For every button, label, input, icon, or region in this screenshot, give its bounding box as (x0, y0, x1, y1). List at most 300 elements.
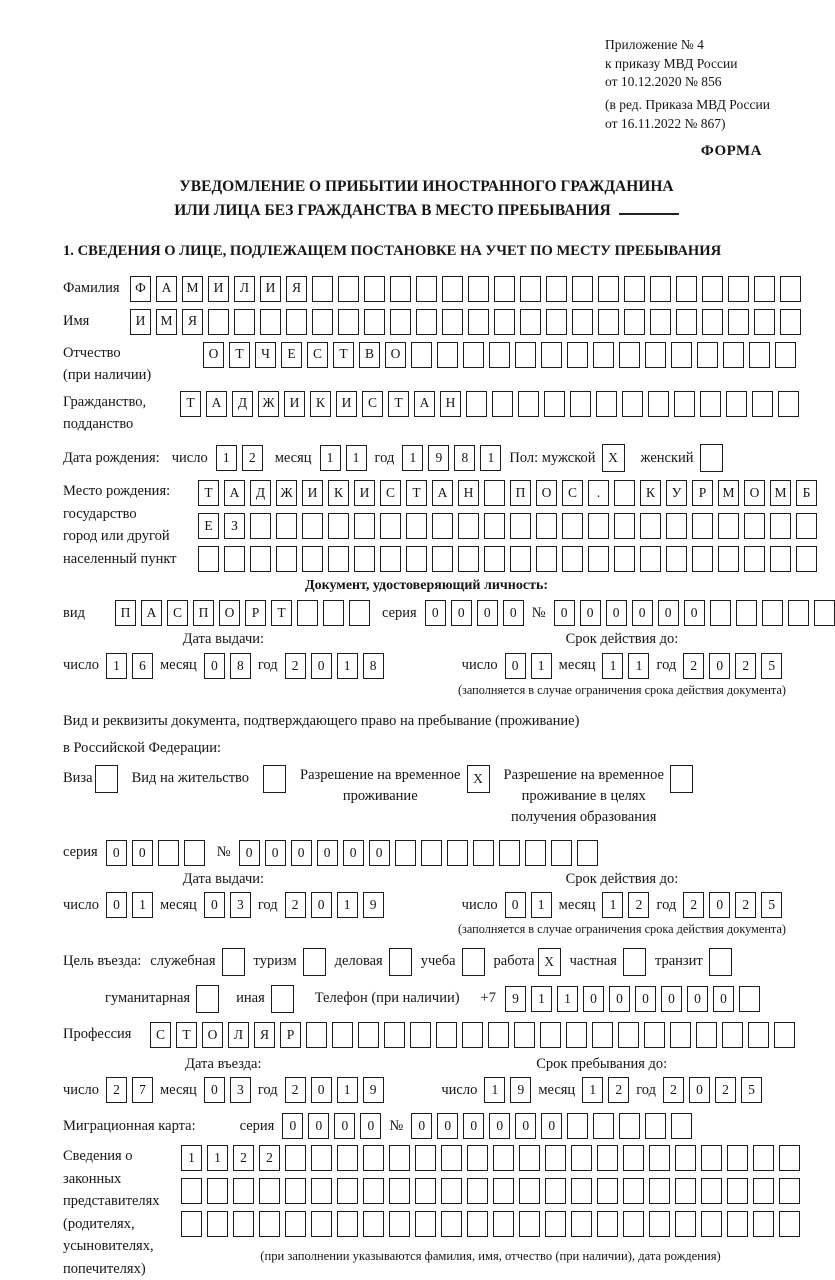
char-cell[interactable] (518, 391, 539, 417)
char-cell[interactable]: 0 (106, 892, 127, 918)
char-cell[interactable]: 3 (230, 1077, 251, 1103)
char-cell[interactable]: 1 (181, 1145, 202, 1171)
char-cell[interactable] (467, 1178, 488, 1204)
char-cell[interactable]: А (206, 391, 227, 417)
char-cell[interactable]: 2 (715, 1077, 736, 1103)
char-cell[interactable]: А (414, 391, 435, 417)
char-cell[interactable] (753, 1145, 774, 1171)
char-cell[interactable]: 1 (402, 445, 423, 471)
char-cell[interactable]: 0 (606, 600, 627, 626)
char-cell[interactable] (354, 546, 375, 572)
char-cell[interactable] (458, 546, 479, 572)
char-cell[interactable] (780, 309, 801, 335)
char-cell[interactable]: 0 (635, 986, 656, 1012)
char-cell[interactable] (571, 1211, 592, 1237)
char-cell[interactable] (493, 1178, 514, 1204)
char-cell[interactable]: 5 (761, 892, 782, 918)
char-cell[interactable] (739, 986, 760, 1012)
char-cell[interactable] (207, 1211, 228, 1237)
char-cell[interactable] (567, 1113, 588, 1139)
char-cell[interactable] (285, 1145, 306, 1171)
char-cell[interactable]: 2 (285, 653, 306, 679)
char-cell[interactable] (754, 276, 775, 302)
char-cell[interactable] (250, 513, 271, 539)
char-cell[interactable]: Ч (255, 342, 276, 368)
char-cell[interactable]: 0 (311, 653, 332, 679)
char-cell[interactable] (463, 342, 484, 368)
char-cell[interactable] (649, 1178, 670, 1204)
char-cell[interactable] (484, 546, 505, 572)
char-cell[interactable]: Н (440, 391, 461, 417)
char-cell[interactable]: 1 (582, 1077, 603, 1103)
purpose-transit-checkbox[interactable] (709, 948, 732, 976)
char-cell[interactable] (458, 513, 479, 539)
char-cell[interactable] (779, 1145, 800, 1171)
char-cell[interactable]: К (310, 391, 331, 417)
char-cell[interactable] (676, 276, 697, 302)
char-cell[interactable] (675, 1211, 696, 1237)
char-cell[interactable]: О (744, 480, 765, 506)
char-cell[interactable] (432, 513, 453, 539)
char-cell[interactable] (623, 1211, 644, 1237)
char-cell[interactable]: 0 (291, 840, 312, 866)
char-cell[interactable]: 7 (132, 1077, 153, 1103)
char-cell[interactable]: К (328, 480, 349, 506)
char-cell[interactable]: 5 (761, 653, 782, 679)
char-cell[interactable] (250, 546, 271, 572)
char-cell[interactable] (753, 1178, 774, 1204)
char-cell[interactable]: Т (229, 342, 250, 368)
char-cell[interactable] (702, 276, 723, 302)
char-cell[interactable] (718, 513, 739, 539)
char-cell[interactable] (696, 1022, 717, 1048)
char-cell[interactable] (442, 309, 463, 335)
char-cell[interactable] (437, 342, 458, 368)
visa-checkbox[interactable] (95, 765, 118, 793)
char-cell[interactable]: 0 (554, 600, 575, 626)
char-cell[interactable] (648, 391, 669, 417)
char-cell[interactable]: 0 (369, 840, 390, 866)
char-cell[interactable]: М (156, 309, 177, 335)
char-cell[interactable] (670, 1022, 691, 1048)
char-cell[interactable] (276, 513, 297, 539)
purpose-study-checkbox[interactable] (462, 948, 485, 976)
char-cell[interactable]: 2 (233, 1145, 254, 1171)
char-cell[interactable]: 0 (239, 840, 260, 866)
char-cell[interactable]: Р (245, 600, 266, 626)
temp-residence-checkbox[interactable]: X (467, 765, 490, 793)
char-cell[interactable] (311, 1211, 332, 1237)
char-cell[interactable]: 1 (628, 653, 649, 679)
char-cell[interactable]: М (182, 276, 203, 302)
char-cell[interactable] (778, 391, 799, 417)
char-cell[interactable]: 2 (735, 892, 756, 918)
char-cell[interactable]: 9 (363, 1077, 384, 1103)
char-cell[interactable]: А (432, 480, 453, 506)
char-cell[interactable]: 0 (308, 1113, 329, 1139)
char-cell[interactable]: 1 (531, 892, 552, 918)
char-cell[interactable] (380, 546, 401, 572)
char-cell[interactable] (364, 276, 385, 302)
char-cell[interactable]: 8 (454, 445, 475, 471)
char-cell[interactable]: 1 (602, 892, 623, 918)
char-cell[interactable] (260, 309, 281, 335)
char-cell[interactable]: Т (406, 480, 427, 506)
char-cell[interactable] (416, 276, 437, 302)
char-cell[interactable]: Ж (276, 480, 297, 506)
char-cell[interactable] (546, 276, 567, 302)
char-cell[interactable] (796, 546, 817, 572)
gender-male-checkbox[interactable]: X (602, 444, 625, 472)
char-cell[interactable] (675, 1145, 696, 1171)
char-cell[interactable]: 0 (282, 1113, 303, 1139)
char-cell[interactable] (436, 1022, 457, 1048)
char-cell[interactable] (494, 276, 515, 302)
char-cell[interactable] (447, 840, 468, 866)
char-cell[interactable]: 0 (503, 600, 524, 626)
char-cell[interactable]: Д (232, 391, 253, 417)
char-cell[interactable]: П (193, 600, 214, 626)
char-cell[interactable]: 1 (320, 445, 341, 471)
char-cell[interactable] (332, 1022, 353, 1048)
char-cell[interactable] (311, 1145, 332, 1171)
char-cell[interactable] (614, 513, 635, 539)
char-cell[interactable] (598, 276, 619, 302)
char-cell[interactable]: 2 (628, 892, 649, 918)
char-cell[interactable]: 6 (132, 653, 153, 679)
char-cell[interactable] (674, 391, 695, 417)
char-cell[interactable]: 1 (531, 653, 552, 679)
char-cell[interactable] (572, 309, 593, 335)
char-cell[interactable]: Я (286, 276, 307, 302)
char-cell[interactable] (744, 546, 765, 572)
char-cell[interactable] (515, 342, 536, 368)
char-cell[interactable] (545, 1178, 566, 1204)
char-cell[interactable]: 5 (741, 1077, 762, 1103)
char-cell[interactable] (541, 342, 562, 368)
char-cell[interactable]: Д (250, 480, 271, 506)
char-cell[interactable]: З (224, 513, 245, 539)
char-cell[interactable] (473, 840, 494, 866)
char-cell[interactable] (328, 513, 349, 539)
char-cell[interactable] (588, 513, 609, 539)
char-cell[interactable] (623, 1178, 644, 1204)
char-cell[interactable]: Т (180, 391, 201, 417)
char-cell[interactable] (614, 480, 635, 506)
char-cell[interactable]: 0 (709, 653, 730, 679)
char-cell[interactable]: О (385, 342, 406, 368)
char-cell[interactable] (645, 1113, 666, 1139)
char-cell[interactable] (415, 1178, 436, 1204)
char-cell[interactable] (354, 513, 375, 539)
char-cell[interactable] (727, 1178, 748, 1204)
char-cell[interactable]: С (150, 1022, 171, 1048)
char-cell[interactable]: 9 (505, 986, 526, 1012)
char-cell[interactable]: М (718, 480, 739, 506)
char-cell[interactable] (726, 391, 747, 417)
char-cell[interactable]: 0 (317, 840, 338, 866)
char-cell[interactable] (692, 513, 713, 539)
char-cell[interactable]: У (666, 480, 687, 506)
char-cell[interactable] (384, 1022, 405, 1048)
char-cell[interactable]: 0 (713, 986, 734, 1012)
char-cell[interactable]: П (510, 480, 531, 506)
char-cell[interactable] (390, 276, 411, 302)
char-cell[interactable]: Р (692, 480, 713, 506)
char-cell[interactable] (488, 1022, 509, 1048)
char-cell[interactable]: 1 (207, 1145, 228, 1171)
char-cell[interactable] (728, 276, 749, 302)
char-cell[interactable]: И (260, 276, 281, 302)
char-cell[interactable] (779, 1178, 800, 1204)
char-cell[interactable] (493, 1145, 514, 1171)
char-cell[interactable] (650, 276, 671, 302)
char-cell[interactable] (588, 546, 609, 572)
char-cell[interactable] (415, 1145, 436, 1171)
char-cell[interactable] (774, 1022, 795, 1048)
char-cell[interactable] (598, 309, 619, 335)
char-cell[interactable] (624, 276, 645, 302)
char-cell[interactable] (233, 1178, 254, 1204)
char-cell[interactable] (770, 513, 791, 539)
char-cell[interactable] (380, 513, 401, 539)
char-cell[interactable] (753, 1211, 774, 1237)
char-cell[interactable]: 0 (265, 840, 286, 866)
char-cell[interactable] (415, 1211, 436, 1237)
char-cell[interactable]: Е (198, 513, 219, 539)
purpose-private-checkbox[interactable] (623, 948, 646, 976)
char-cell[interactable]: 0 (132, 840, 153, 866)
char-cell[interactable] (416, 309, 437, 335)
char-cell[interactable] (467, 1211, 488, 1237)
char-cell[interactable]: 0 (541, 1113, 562, 1139)
char-cell[interactable] (514, 1022, 535, 1048)
char-cell[interactable] (640, 513, 661, 539)
char-cell[interactable] (389, 1178, 410, 1204)
char-cell[interactable]: 1 (106, 653, 127, 679)
char-cell[interactable]: И (354, 480, 375, 506)
char-cell[interactable]: 2 (735, 653, 756, 679)
char-cell[interactable] (645, 342, 666, 368)
char-cell[interactable]: Ж (258, 391, 279, 417)
char-cell[interactable] (701, 1145, 722, 1171)
char-cell[interactable] (649, 1211, 670, 1237)
char-cell[interactable]: 0 (505, 653, 526, 679)
char-cell[interactable]: Е (281, 342, 302, 368)
purpose-work-checkbox[interactable]: X (538, 948, 561, 976)
char-cell[interactable] (727, 1211, 748, 1237)
char-cell[interactable] (259, 1178, 280, 1204)
char-cell[interactable] (441, 1211, 462, 1237)
char-cell[interactable]: 0 (687, 986, 708, 1012)
char-cell[interactable]: В (359, 342, 380, 368)
char-cell[interactable]: 0 (451, 600, 472, 626)
char-cell[interactable]: 9 (363, 892, 384, 918)
char-cell[interactable] (311, 1178, 332, 1204)
char-cell[interactable] (297, 600, 318, 626)
char-cell[interactable] (493, 1211, 514, 1237)
char-cell[interactable] (306, 1022, 327, 1048)
char-cell[interactable] (671, 1113, 692, 1139)
char-cell[interactable] (649, 1145, 670, 1171)
char-cell[interactable] (796, 513, 817, 539)
char-cell[interactable] (484, 513, 505, 539)
char-cell[interactable] (596, 391, 617, 417)
char-cell[interactable] (597, 1145, 618, 1171)
char-cell[interactable] (700, 391, 721, 417)
char-cell[interactable] (701, 1211, 722, 1237)
char-cell[interactable] (545, 1145, 566, 1171)
char-cell[interactable] (510, 513, 531, 539)
char-cell[interactable] (364, 309, 385, 335)
char-cell[interactable]: 2 (242, 445, 263, 471)
char-cell[interactable] (406, 513, 427, 539)
char-cell[interactable] (358, 1022, 379, 1048)
char-cell[interactable]: 0 (463, 1113, 484, 1139)
char-cell[interactable] (349, 600, 370, 626)
char-cell[interactable]: 0 (580, 600, 601, 626)
char-cell[interactable] (410, 1022, 431, 1048)
char-cell[interactable]: Л (228, 1022, 249, 1048)
char-cell[interactable]: 1 (216, 445, 237, 471)
char-cell[interactable] (762, 600, 783, 626)
char-cell[interactable]: 2 (683, 653, 704, 679)
char-cell[interactable] (650, 309, 671, 335)
char-cell[interactable] (692, 546, 713, 572)
char-cell[interactable] (519, 1211, 540, 1237)
char-cell[interactable]: 8 (363, 653, 384, 679)
char-cell[interactable] (623, 1145, 644, 1171)
char-cell[interactable] (566, 1022, 587, 1048)
char-cell[interactable]: 1 (337, 653, 358, 679)
char-cell[interactable] (224, 546, 245, 572)
char-cell[interactable]: Я (182, 309, 203, 335)
char-cell[interactable]: 0 (106, 840, 127, 866)
char-cell[interactable] (779, 1211, 800, 1237)
char-cell[interactable] (722, 1022, 743, 1048)
char-cell[interactable]: 0 (489, 1113, 510, 1139)
char-cell[interactable] (492, 391, 513, 417)
char-cell[interactable]: 0 (204, 653, 225, 679)
char-cell[interactable]: 0 (609, 986, 630, 1012)
char-cell[interactable]: И (336, 391, 357, 417)
char-cell[interactable] (312, 276, 333, 302)
char-cell[interactable]: 8 (230, 653, 251, 679)
char-cell[interactable] (468, 309, 489, 335)
char-cell[interactable] (770, 546, 791, 572)
char-cell[interactable]: 0 (661, 986, 682, 1012)
char-cell[interactable] (622, 391, 643, 417)
char-cell[interactable] (184, 840, 205, 866)
char-cell[interactable] (545, 1211, 566, 1237)
char-cell[interactable] (727, 1145, 748, 1171)
char-cell[interactable] (466, 391, 487, 417)
char-cell[interactable] (736, 600, 757, 626)
char-cell[interactable] (788, 600, 809, 626)
char-cell[interactable] (363, 1145, 384, 1171)
char-cell[interactable] (666, 513, 687, 539)
char-cell[interactable] (618, 1022, 639, 1048)
char-cell[interactable] (323, 600, 344, 626)
char-cell[interactable]: О (202, 1022, 223, 1048)
char-cell[interactable]: 1 (337, 892, 358, 918)
char-cell[interactable]: С (380, 480, 401, 506)
char-cell[interactable]: П (115, 600, 136, 626)
gender-female-checkbox[interactable] (700, 444, 723, 472)
char-cell[interactable]: 0 (311, 892, 332, 918)
char-cell[interactable]: 0 (632, 600, 653, 626)
char-cell[interactable]: 1 (346, 445, 367, 471)
char-cell[interactable]: 0 (505, 892, 526, 918)
char-cell[interactable] (312, 309, 333, 335)
char-cell[interactable] (363, 1178, 384, 1204)
char-cell[interactable]: 0 (515, 1113, 536, 1139)
char-cell[interactable]: . (588, 480, 609, 506)
char-cell[interactable] (234, 309, 255, 335)
char-cell[interactable]: С (307, 342, 328, 368)
char-cell[interactable] (723, 342, 744, 368)
char-cell[interactable]: Н (458, 480, 479, 506)
char-cell[interactable]: 0 (689, 1077, 710, 1103)
char-cell[interactable] (562, 546, 583, 572)
char-cell[interactable] (489, 342, 510, 368)
char-cell[interactable]: 0 (477, 600, 498, 626)
char-cell[interactable]: Я (254, 1022, 275, 1048)
char-cell[interactable]: 2 (285, 1077, 306, 1103)
char-cell[interactable]: Б (796, 480, 817, 506)
char-cell[interactable] (519, 1145, 540, 1171)
char-cell[interactable]: С (562, 480, 583, 506)
char-cell[interactable] (499, 840, 520, 866)
char-cell[interactable]: 1 (337, 1077, 358, 1103)
char-cell[interactable] (389, 1145, 410, 1171)
char-cell[interactable]: Ф (130, 276, 151, 302)
char-cell[interactable] (395, 840, 416, 866)
char-cell[interactable]: 0 (411, 1113, 432, 1139)
char-cell[interactable]: О (536, 480, 557, 506)
purpose-humanitarian-checkbox[interactable] (196, 985, 219, 1013)
char-cell[interactable] (570, 391, 591, 417)
char-cell[interactable]: Л (234, 276, 255, 302)
char-cell[interactable]: Р (280, 1022, 301, 1048)
char-cell[interactable] (233, 1211, 254, 1237)
char-cell[interactable] (571, 1145, 592, 1171)
char-cell[interactable] (676, 309, 697, 335)
char-cell[interactable] (441, 1178, 462, 1204)
temp-residence-education-checkbox[interactable] (670, 765, 693, 793)
char-cell[interactable] (198, 546, 219, 572)
char-cell[interactable]: С (167, 600, 188, 626)
purpose-tourism-checkbox[interactable] (303, 948, 326, 976)
char-cell[interactable]: Т (333, 342, 354, 368)
char-cell[interactable] (207, 1178, 228, 1204)
char-cell[interactable] (644, 1022, 665, 1048)
char-cell[interactable] (702, 309, 723, 335)
char-cell[interactable] (520, 276, 541, 302)
char-cell[interactable] (510, 546, 531, 572)
char-cell[interactable] (337, 1145, 358, 1171)
char-cell[interactable] (337, 1178, 358, 1204)
char-cell[interactable]: К (640, 480, 661, 506)
char-cell[interactable]: 0 (658, 600, 679, 626)
char-cell[interactable] (551, 840, 572, 866)
char-cell[interactable] (675, 1178, 696, 1204)
char-cell[interactable] (363, 1211, 384, 1237)
char-cell[interactable] (181, 1178, 202, 1204)
char-cell[interactable]: И (208, 276, 229, 302)
char-cell[interactable] (592, 1022, 613, 1048)
char-cell[interactable]: Т (176, 1022, 197, 1048)
